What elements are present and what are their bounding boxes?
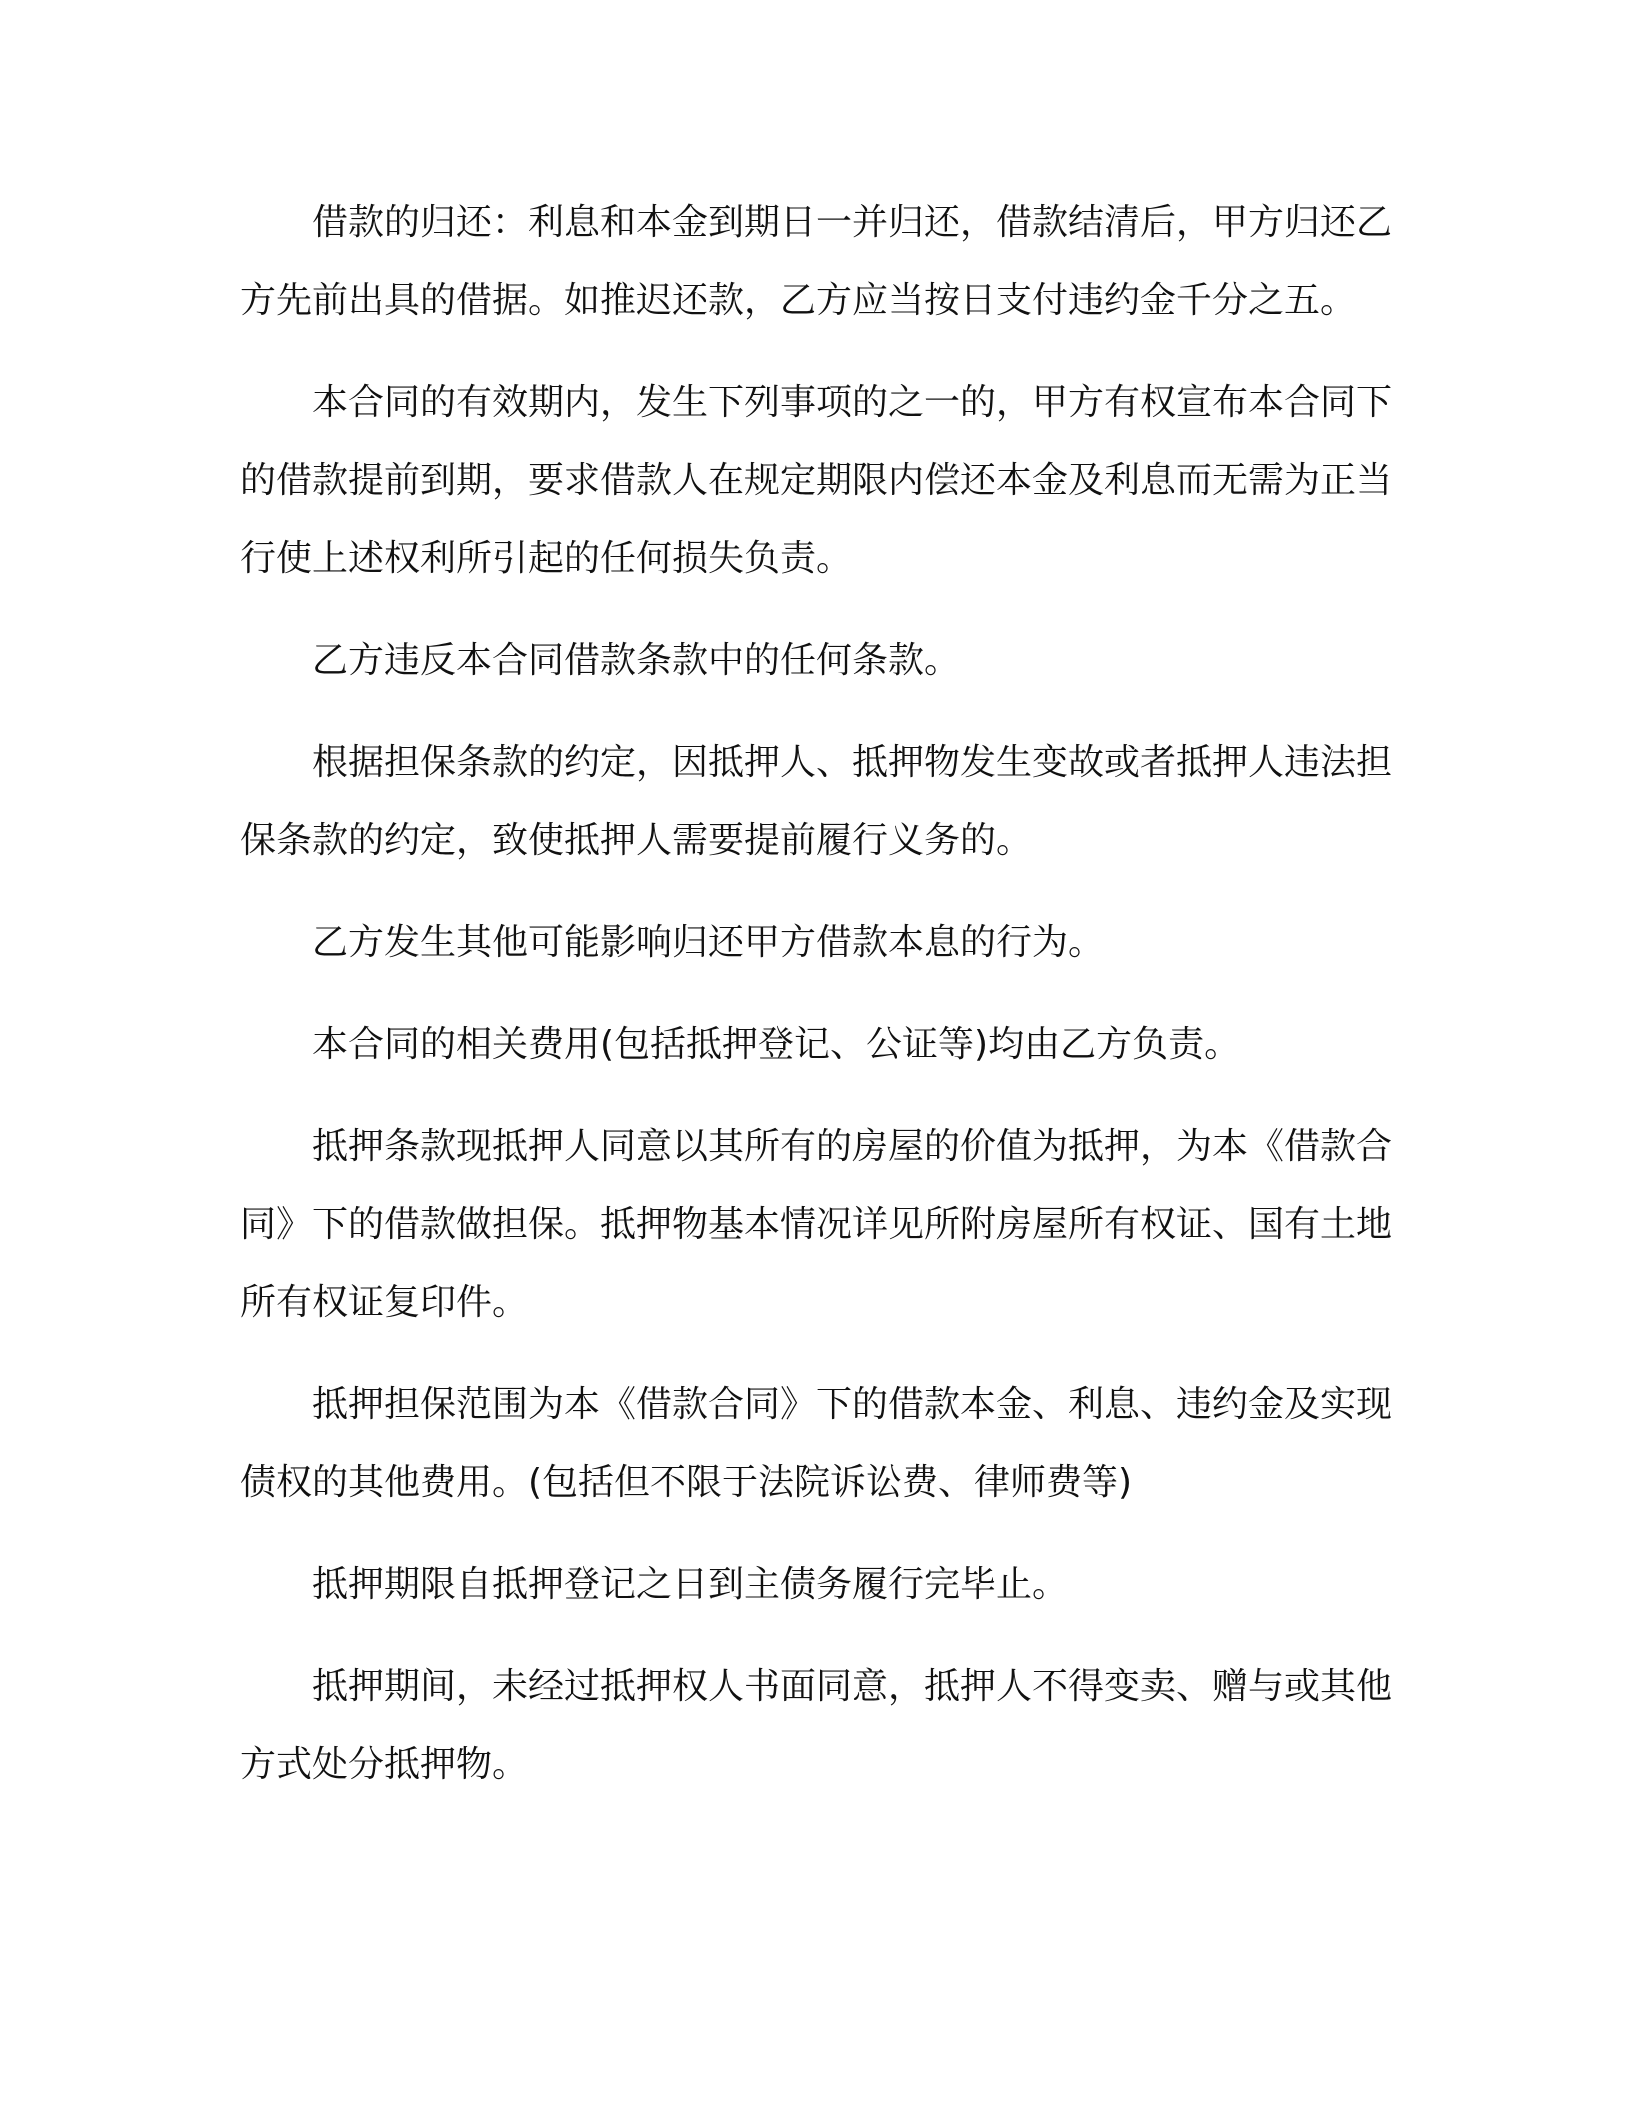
paragraph-repayment: 借款的归还：利息和本金到期日一并归还，借款结清后，甲方归还乙方先前出具的借据。如推迟还款，乙方应当按日支付违约金千分之五。 [240, 202, 1393, 321]
paragraph-disposal-restriction: 抵押期间，未经过抵押权人书面同意，抵押人不得变卖、赠与或其他方式处分抵押物。 [240, 1666, 1393, 1785]
paragraph-other-behavior: 乙方发生其他可能影响归还甲方借款本息的行为。 [312, 922, 1105, 963]
paragraph-guarantee-clause: 根据担保条款的约定，因抵押人、抵押物发生变故或者抵押人违法担保条款的约定，致使抵押人需要提前履行义务的。 [240, 742, 1393, 861]
paragraph-fees: 本合同的相关费用(包括抵押登记、公证等)均由乙方负责。 [312, 1024, 1241, 1065]
document-body [240, 184, 1392, 1828]
paragraph-breach-clause: 乙方违反本合同借款条款中的任何条款。 [312, 640, 961, 681]
paragraph-early-maturity: 本合同的有效期内，发生下列事项的之一的，甲方有权宣布本合同下的借款提前到期，要求借款人在规定期限内偿还本金及利息而无需为正当行使上述权利所引起的任何损失负责。 [240, 382, 1393, 579]
paragraph-mortgage-period: 抵押期限自抵押登记之日到主债务履行完毕止。 [312, 1564, 1069, 1605]
paragraph-mortgage-scope: 抵押担保范围为本《借款合同》下的借款本金、利息、违约金及实现债权的其他费用。(包括但不限于法院诉讼费、律师费等) [240, 1384, 1393, 1503]
paragraph-mortgage-terms: 抵押条款现抵押人同意以其所有的房屋的价值为抵押，为本《借款合同》下的借款做担保。抵押物基本情况详见所附房屋所有权证、国有土地所有权证复印件。 [240, 1126, 1393, 1323]
